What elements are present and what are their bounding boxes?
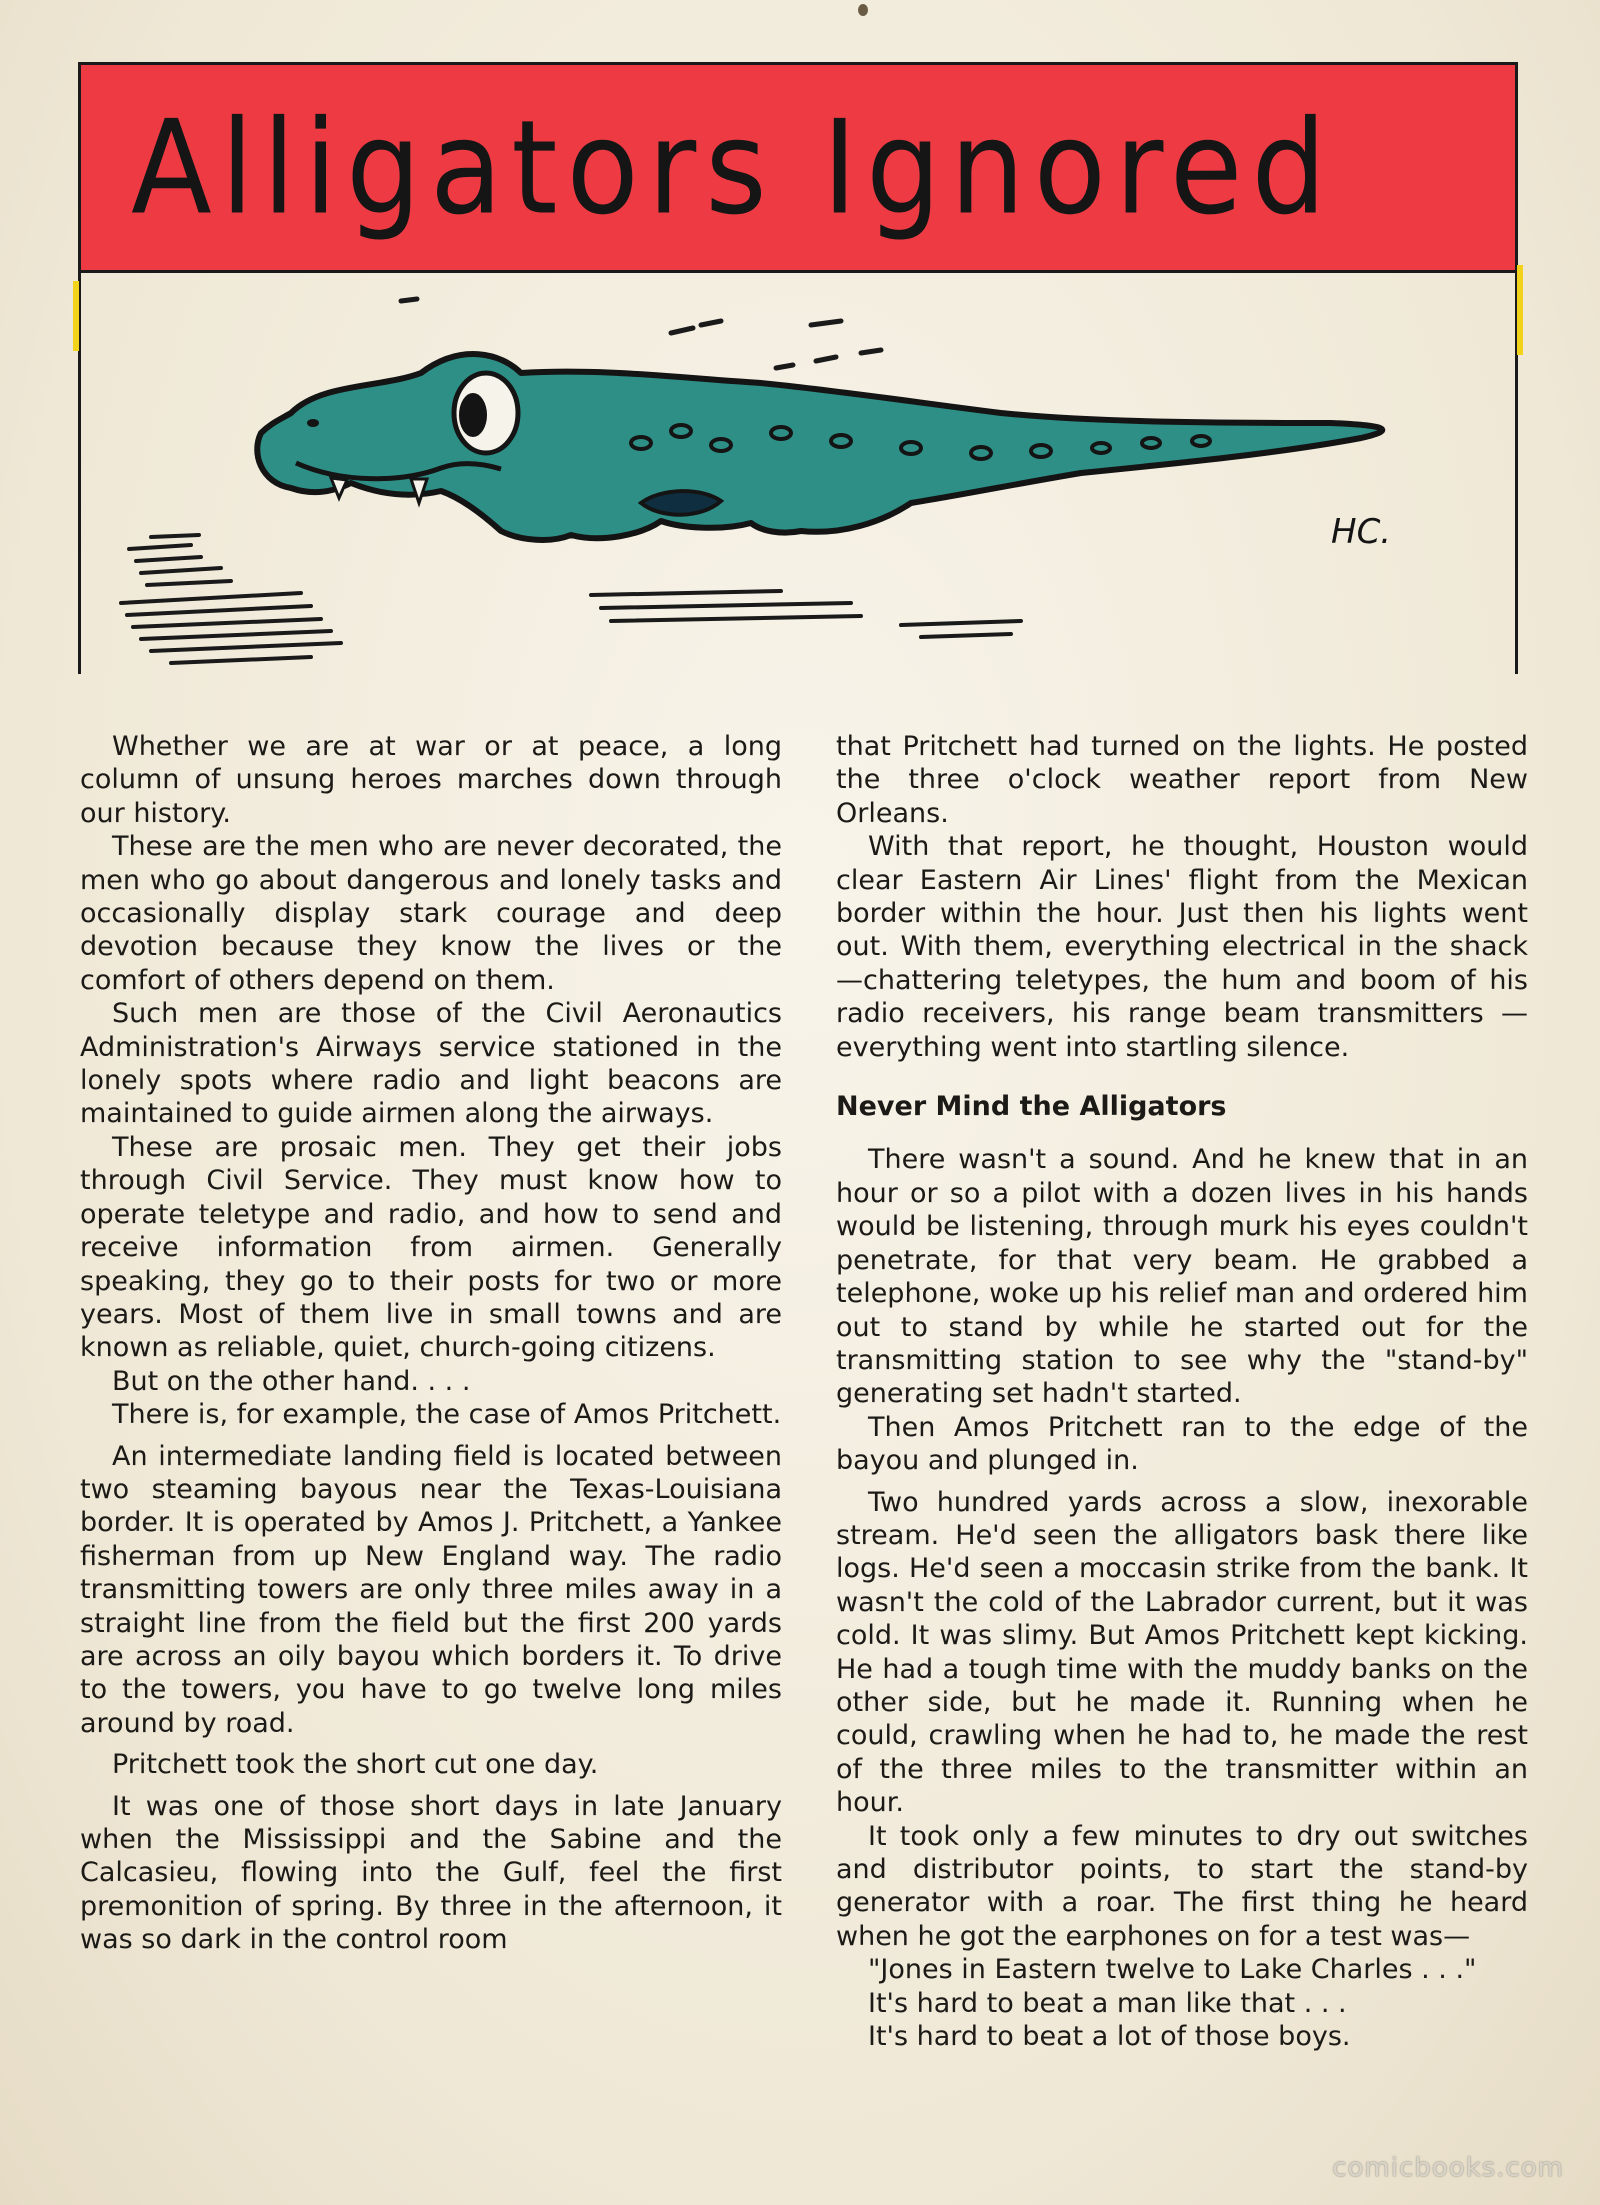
paragraph: An intermediate landing field is located between two steaming bayous near the Texas-Louisiana border. It is operated by Amos J. Pritchett, a Yankee fisherman from up New England way. The radio transmitting towers are only three miles away in a straight line from the field but the first 200 yards are across an oily bayou which borders it. To drive to the towers, you have to go twelve long miles around by road. — [80, 1440, 782, 1739]
paragraph: Pritchett took the short cut one day. — [112, 1749, 599, 1781]
yellow-edge-left — [73, 281, 79, 351]
paragraph: Whether we are at war or at peace, a long column of unsung heroes marches down through our history. — [80, 731, 782, 829]
paragraph: Such men are those of the Civil Aeronautics Administration's Airways service stationed in the lonely spots where radio and light beacons are maintained to guide airmen along the airways. — [80, 998, 782, 1130]
speed-lines — [121, 535, 1021, 663]
yellow-edge-right — [1517, 265, 1523, 355]
paragraph: But on the other hand. . . . — [112, 1365, 471, 1397]
watermark: comicbooks.com — [1332, 2153, 1564, 2183]
page-title: Alligators Ignored — [131, 91, 1336, 244]
artist-signature: HC. — [1331, 512, 1392, 552]
title-band — [81, 65, 1515, 273]
paragraph: that Pritchett had turned on the lights. He posted the three o'clock weather report from New Orleans. — [836, 731, 1528, 829]
alligator-nostril — [307, 419, 319, 427]
paper-speck — [858, 4, 868, 16]
paragraph: With that report, he thought, Houston would clear Eastern Air Lines' flight from the Mexican border within the hour. Just then his lights went out. With them, everything electrical in the shack—chattering teletypes, the hum and boom of his radio receivers, his range beam transmitters — everything went into startling silence. — [836, 831, 1528, 1063]
paragraph: Then Amos Pritchett ran to the edge of the bayou and plunged in. — [836, 1411, 1528, 1477]
article-column-right — [836, 730, 1528, 2053]
paragraph: It was one of those short days in late January when the Mississippi and the Sabine and the Calcasieu, flowing into the Gulf, feel the first premonition of spring. By three in the afternoon, it was so dark in the control room — [80, 1790, 782, 1956]
paragraph: It took only a few minutes to dry out switches and distributor points, to start the stand-by generator with a roar. The first thing he heard when he got the earphones on for a test was— — [836, 1820, 1528, 1952]
title-panel — [78, 62, 1518, 674]
paragraph: These are the men who are never decorated, the men who go about dangerous and lonely tasks and occasionally display stark courage and deep devotion because they know the lives or the comfort of others depend on them. — [80, 831, 782, 996]
quote-line: "Jones in Eastern twelve to Lake Charles . . ." — [868, 1954, 1477, 1986]
paragraph: It's hard to beat a man like that . . . — [868, 1987, 1347, 2019]
paragraph: There wasn't a sound. And he knew that in an hour or so a pilot with a dozen lives in his hands would be listening, through murk his eyes couldn't penetrate, for that very beam. He grabbed a telephone, woke up his relief man and ordered him out to stand by while he started out for the transmitting station to see why the "stand-by" generating set hadn't started. — [836, 1144, 1528, 1410]
alligator-illustration — [81, 273, 1515, 673]
paragraph: It's hard to beat a lot of those boys. — [868, 2021, 1351, 2053]
alligator-body — [257, 354, 1382, 540]
alligator-pupil — [459, 393, 487, 437]
paragraph: These are prosaic men. They get their jobs through Civil Service. They must know how to operate teletype and radio, and how to send and receive information from airmen. Generally speaking, they go to their posts for two or more years. Most of them live in small towns and are known as reliable, quiet, church-going citizens. — [80, 1131, 782, 1364]
subheading: Never Mind the Alligators — [836, 1091, 1227, 1123]
paragraph: There is, for example, the case of Amos Pritchett. — [112, 1399, 782, 1431]
article-column-left — [80, 730, 782, 1957]
paragraph: Two hundred yards across a slow, inexorable stream. He'd seen the alligators bask there like logs. He'd seen a moccasin strike from the bank. It wasn't the cold of the Labrador current, but it was cold. It was slimy. But Amos Pritchett kept kicking. He had a tough time with the muddy banks on the other side, but he made it. Running when he could, crawling when he had to, he made the rest of the three miles to the transmitter within an hour. — [836, 1486, 1528, 1819]
